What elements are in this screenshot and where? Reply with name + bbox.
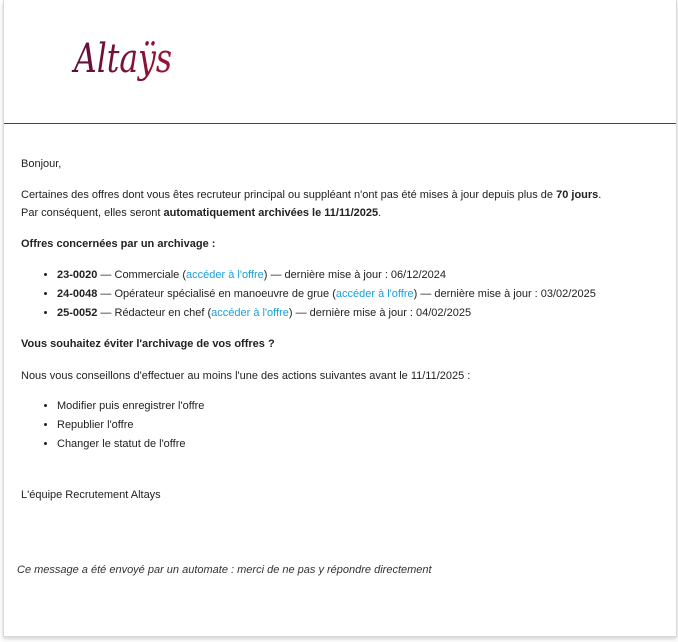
action-item: • Republier l'offre <box>57 416 661 435</box>
offer-item-23-0020: • 23-0020 — Commerciale (accéder à l'offre) — dernière mise à jour : 06/12/2024 <box>57 266 661 285</box>
offer-item-25-0052: • 25-0052 — Rédacteur en chef (accéder à l'offre) — dernière mise à jour : 04/02/2025 <box>57 304 661 323</box>
offer-item-24-0048: • 24-0048 — Opérateur spécialisé en manoeuvre de grue (accéder à l'offre) — dernière mise à jour : 03/02/2025 <box>57 285 661 304</box>
action-item: • Modifier puis enregistrer l'offre <box>57 397 661 416</box>
archive-date-notice: automatiquement archivées le 11/11/2025 <box>163 207 379 219</box>
greeting: Bonjour, <box>21 158 62 170</box>
offer-update: dernière mise à jour : 04/02/2025 <box>309 307 472 319</box>
intro-paragraph: Certaines des offres dont vous êtes recruteur principal ou suppléant n'ont pas été mises à jour depuis plus de 70 jours. Par conséquent, elles seront automatiquement archivées le 11/11/2025. <box>21 188 602 219</box>
offer-title: Rédacteur en chef <box>114 307 205 319</box>
offers-list <box>21 266 661 323</box>
advice-text: Nous vous conseillons d'effectuer au moins l'une des actions suivantes avant le 11/11/2025 : <box>21 369 471 382</box>
actions-list <box>21 397 661 454</box>
offer-link[interactable]: accéder à l'offre <box>186 269 264 281</box>
offer-update: dernière mise à jour : 03/02/2025 <box>434 288 596 300</box>
offer-code: 25-0052 <box>57 307 98 319</box>
intro-text-1: Certaines des offres dont vous êtes recruteur principal ou suppléant n'ont pas été mises à jour depuis plus de <box>21 188 554 201</box>
offer-title: Commerciale <box>114 269 180 281</box>
offer-code: 23-0020 <box>57 269 98 281</box>
offer-update: dernière mise à jour : 06/12/2024 <box>284 269 446 281</box>
email-header <box>4 0 676 124</box>
offer-title: Opérateur spécialisé en manoeuvre de grue <box>114 288 330 300</box>
email-body <box>21 155 661 505</box>
altays-logo <box>72 24 176 96</box>
footer-note: Ce message a été envoyé par un automate : merci de ne pas y répondre directement <box>17 564 432 576</box>
action-item: • Changer le statut de l'offre <box>57 435 661 454</box>
avoid-archiving-title: Vous souhaitez éviter l'archivage de vos offres ? <box>21 338 275 350</box>
intro-text-2: Par conséquent, elles seront <box>21 207 161 219</box>
email-card <box>3 0 677 637</box>
offer-link[interactable]: accéder à l'offre <box>211 307 289 319</box>
offers-title: Offres concernées par un archivage : <box>21 237 216 250</box>
brand-logo-text: Altaÿs <box>70 36 172 82</box>
signature: L'équipe Recrutement Altays <box>21 489 161 501</box>
offer-link[interactable]: accéder à l'offre <box>335 288 414 300</box>
days-threshold: 70 jours <box>556 188 599 201</box>
offer-code: 24-0048 <box>57 288 98 300</box>
